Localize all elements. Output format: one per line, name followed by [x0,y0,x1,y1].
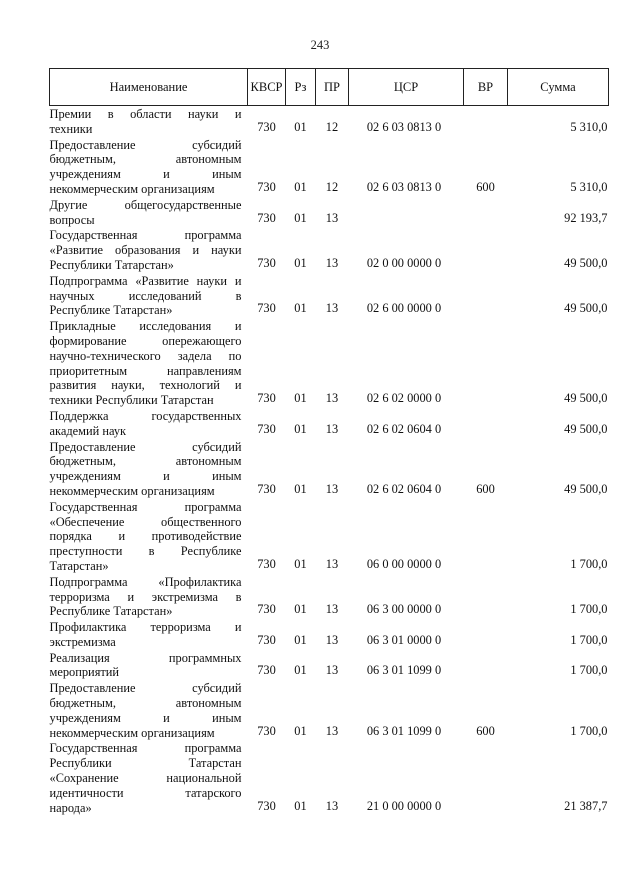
csr-cell [349,197,464,228]
pr-cell: 13 [325,798,339,813]
csr-cell: 06 3 00 0000 0 [366,602,442,617]
name-line: порядка и противодействие [49,529,242,544]
name-line: Подпрограмма «Профилактика [49,574,242,589]
name-line: некоммерческим организациям [49,725,215,740]
rz-cell: 01 [294,210,307,225]
name-line: Премии в области науки и [49,107,242,121]
vr-cell [464,619,508,650]
rz-cell: 01 [294,301,307,316]
vr-cell [464,273,508,318]
name-line: Республике Татарстан» [49,303,173,318]
name-line: некоммерческим организациям [49,483,215,498]
table-row [50,499,609,574]
name-line: научных исследований в [49,288,242,303]
sum-cell: 49 500,0 [564,301,608,316]
name-line: техники Республики Татарстан [49,393,214,408]
rz-cell: 01 [294,179,307,194]
name-line: Профилактика терроризма и [49,620,242,635]
name-line: бюджетным, автономным [49,152,242,167]
name-line: экстремизма [49,634,116,649]
header-name: Наименование [50,69,248,106]
pr-cell: 13 [325,255,339,270]
vr-cell: 600 [476,179,495,194]
name-cell [50,740,248,815]
name-line: формирование опережающего [49,333,242,348]
name-line: учреждениям и иным [49,469,242,484]
sum-cell: 1 700,0 [570,663,608,678]
name-line: Другие общегосударственные [49,197,242,212]
name-cell [50,106,248,137]
table-row [50,227,609,272]
page-number: 243 [310,38,330,52]
sum-cell: 5 310,0 [570,119,608,134]
kvsr-cell: 730 [257,210,276,225]
csr-cell: 02 6 02 0604 0 [366,421,442,436]
sum-cell: 5 310,0 [570,179,608,194]
name-cell [50,273,248,318]
kvsr-cell: 730 [257,602,276,617]
name-line: «Сохранение национальной [49,771,242,786]
name-line: учреждениям и иным [49,710,242,725]
rz-cell: 01 [294,723,307,738]
name-line: бюджетным, автономным [49,454,242,469]
rz-cell: 01 [294,798,307,813]
name-line: Поддержка государственных [49,408,242,423]
sum-cell: 49 500,0 [564,421,608,436]
name-line: Республики Татарстан [49,756,242,771]
kvsr-cell: 730 [257,301,276,316]
name-line: вопросы [49,212,95,227]
csr-cell: 02 0 00 0000 0 [366,255,442,270]
csr-cell: 06 0 00 0000 0 [366,556,442,571]
header-kvsr: КВСР [248,69,286,106]
pr-cell: 13 [325,663,339,678]
rz-cell: 01 [294,119,307,134]
kvsr-cell: 730 [257,255,276,270]
vr-cell [464,227,508,272]
pr-cell: 12 [325,119,339,134]
name-line: Предоставление субсидий [49,681,242,696]
kvsr-cell: 730 [257,421,276,436]
name-line: некоммерческим организациям [49,181,215,196]
table-row [50,408,609,439]
name-line: «Развитие образования и науки [49,243,242,258]
name-line: техники [49,121,93,136]
vr-cell [464,408,508,439]
pr-cell: 13 [325,391,339,406]
name-line: преступности в Республике [49,544,242,559]
name-line: Прикладные исследования и [49,319,242,334]
table-row [50,619,609,650]
pr-cell: 13 [325,556,339,571]
name-line: Татарстан» [49,558,109,573]
rz-cell: 01 [294,663,307,678]
name-line: научно-технического задела по [49,348,242,363]
csr-cell: 06 3 01 1099 0 [366,723,442,738]
csr-cell: 02 6 03 0813 0 [366,179,442,194]
pr-cell: 13 [325,632,339,647]
vr-cell [464,650,508,681]
kvsr-cell: 730 [257,663,276,678]
table-row [50,574,609,619]
name-line: Государственная программа [49,228,242,243]
vr-cell [464,574,508,619]
name-line: терроризма и экстремизма в [49,589,242,604]
rz-cell: 01 [294,632,307,647]
name-line: Предоставление субсидий [49,137,242,152]
name-line: Республики Татарстан» [49,257,174,272]
table-row [50,318,609,408]
kvsr-cell: 730 [257,723,276,738]
name-line: мероприятий [49,665,120,680]
name-cell [50,650,248,681]
rz-cell: 01 [294,391,307,406]
name-cell [50,197,248,228]
table-body [50,106,609,816]
pr-cell: 13 [325,602,339,617]
name-line: академий наук [49,423,127,438]
name-line: народа» [49,800,92,815]
name-cell [50,574,248,619]
name-line: приоритетным направлениям [49,363,242,378]
csr-cell: 06 3 01 0000 0 [366,632,442,647]
name-line: Реализация программных [49,650,242,665]
kvsr-cell: 730 [257,632,276,647]
name-line: идентичности татарского [49,785,242,800]
table-row [50,197,609,228]
sum-cell: 1 700,0 [570,602,608,617]
name-line: развития науки, технологий и [49,378,242,393]
vr-cell [464,197,508,228]
sum-cell: 1 700,0 [570,632,608,647]
header-pr: ПР [316,69,349,106]
pr-cell: 12 [325,179,339,194]
sum-cell: 49 500,0 [564,255,608,270]
sum-cell: 21 387,7 [564,798,608,813]
name-cell [50,318,248,408]
rz-cell: 01 [294,421,307,436]
csr-cell: 21 0 00 0000 0 [366,798,442,813]
header-vr: ВР [464,69,508,106]
pr-cell: 13 [325,421,339,436]
kvsr-cell: 730 [257,179,276,194]
vr-cell: 600 [476,481,495,496]
kvsr-cell: 730 [257,556,276,571]
table-row [50,740,609,815]
table-row [50,273,609,318]
header-sum: Сумма [508,69,609,106]
name-line: Подпрограмма «Развитие науки и [49,273,242,288]
name-line: Государственная программа [49,499,242,514]
vr-cell [464,499,508,574]
sum-cell: 1 700,0 [570,723,608,738]
sum-cell: 49 500,0 [564,481,608,496]
name-line: Предоставление субсидий [49,439,242,454]
kvsr-cell: 730 [257,798,276,813]
budget-table [49,68,609,815]
vr-cell: 600 [476,723,495,738]
vr-cell [464,318,508,408]
csr-cell: 02 6 02 0604 0 [366,481,442,496]
name-line: учреждениям и иным [49,167,242,182]
name-cell [50,499,248,574]
csr-cell: 06 3 01 1099 0 [366,663,442,678]
kvsr-cell: 730 [257,481,276,496]
name-line: Республике Татарстан» [49,604,173,619]
table-header [50,69,609,106]
name-line: «Обеспечение общественного [49,514,242,529]
csr-cell: 02 6 00 0000 0 [366,301,442,316]
name-line: Государственная программа [49,741,242,756]
rz-cell: 01 [294,481,307,496]
pr-cell: 13 [325,481,339,496]
pr-cell: 13 [325,723,339,738]
name-cell [50,619,248,650]
kvsr-cell: 730 [257,391,276,406]
header-csr: ЦСР [349,69,464,106]
sum-cell: 1 700,0 [570,556,608,571]
name-cell [50,137,248,197]
table-row [50,680,609,740]
vr-cell [464,740,508,815]
name-cell [50,227,248,272]
vr-cell [464,106,508,137]
header-rz: Рз [286,69,316,106]
pr-cell: 13 [325,210,339,225]
name-line: бюджетным, автономным [49,696,242,711]
name-cell [50,680,248,740]
sum-cell: 49 500,0 [564,391,608,406]
rz-cell: 01 [294,255,307,270]
table-row [50,650,609,681]
table-row [50,106,609,137]
rz-cell: 01 [294,602,307,617]
table-row [50,137,609,197]
name-cell [50,439,248,499]
csr-cell: 02 6 02 0000 0 [366,391,442,406]
rz-cell: 01 [294,556,307,571]
pr-cell: 13 [325,301,339,316]
table-row [50,439,609,499]
kvsr-cell: 730 [257,119,276,134]
sum-cell: 92 193,7 [564,210,608,225]
csr-cell: 02 6 03 0813 0 [366,119,442,134]
name-cell [50,408,248,439]
